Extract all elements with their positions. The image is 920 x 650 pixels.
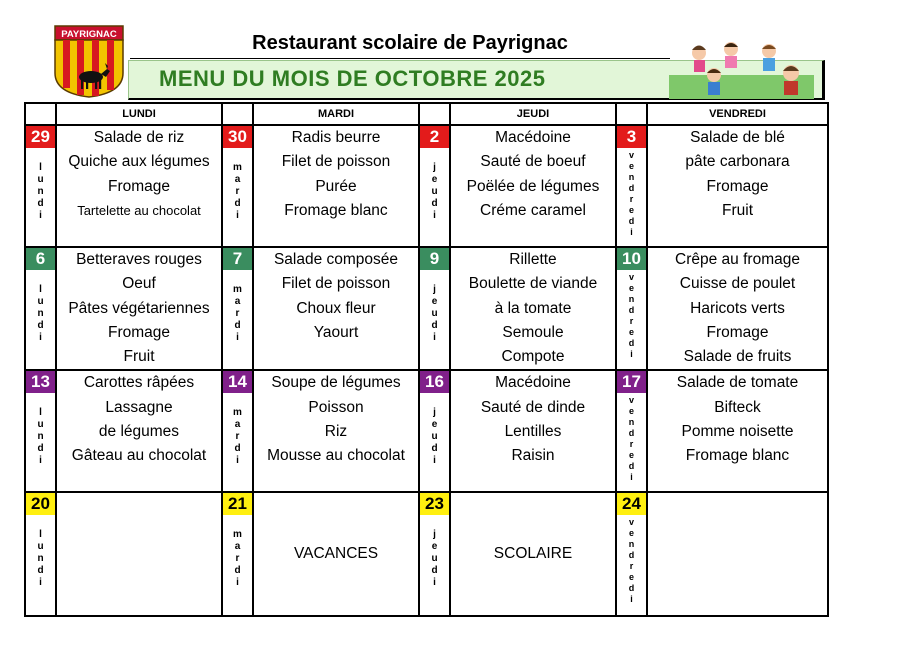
menu-item: Semoule [502, 323, 564, 341]
menu-item: Betteraves rouges [76, 251, 202, 268]
day-abbr: l u n d i [37, 284, 44, 343]
day-number: 3 [617, 126, 646, 148]
menu-item: Choux fleur [296, 299, 376, 317]
week-row [25, 125, 828, 247]
day-cell [25, 125, 56, 247]
day-cell [222, 370, 253, 492]
menu-item: Fromage blanc [685, 447, 790, 465]
menu-cell [253, 370, 419, 492]
header-spacer [222, 103, 253, 125]
day-number: 16 [420, 371, 449, 393]
day-number: 17 [617, 371, 646, 393]
week-row [25, 247, 828, 370]
menu-item: Bifteck [714, 398, 761, 416]
column-header-mardi: MARDI [253, 103, 419, 125]
day-cell [616, 247, 647, 370]
menu-item: Boulette de viande [468, 275, 598, 293]
day-number: 6 [26, 248, 55, 270]
day-abbr: l u n d i [37, 407, 44, 467]
day-cell [419, 370, 450, 492]
day-cell [222, 492, 253, 616]
day-number: 23 [420, 493, 449, 515]
day-number: 14 [223, 371, 252, 393]
day-number: 20 [26, 493, 55, 515]
menu-item: Haricots verts [690, 299, 785, 317]
menu-item: Salade de fruits [683, 348, 792, 366]
menu-item: Poisson [308, 398, 364, 416]
day-abbr: v e n d r e d i [628, 150, 635, 237]
menu-cell [647, 370, 828, 492]
header-spacer [616, 103, 647, 125]
menu-item: Fruit [722, 201, 753, 219]
day-abbr: m a r d i [233, 162, 242, 221]
scolaire-cell: SCOLAIRE [450, 492, 616, 616]
week-row [25, 492, 828, 616]
menu-table [24, 102, 829, 617]
menu-item: Fromage [107, 177, 171, 195]
menu-item: Compote [501, 348, 565, 366]
day-abbr: v e n d r e d i [628, 395, 635, 483]
menu-cell [450, 370, 616, 492]
day-number: 21 [223, 493, 252, 515]
menu-item: à la tomate [494, 299, 572, 317]
day-cell [222, 125, 253, 247]
menu-item: Gâteau au chocolat [71, 447, 207, 465]
menu-item: pâte carbonara [685, 153, 790, 171]
vacances-cell: VACANCES [253, 492, 419, 616]
day-cell [222, 247, 253, 370]
menu-item: Pomme noisette [681, 423, 794, 441]
banner-title: MENU DU MOIS DE OCTOBRE 2025 [159, 66, 546, 91]
menu-item: Sauté de dinde [480, 398, 586, 416]
day-cell [419, 125, 450, 247]
page-title: Restaurant scolaire de Payrignac [252, 32, 568, 54]
day-cell [419, 492, 450, 616]
menu-item: Soupe de légumes [271, 374, 401, 392]
day-abbr: m a r d i [233, 529, 242, 589]
menu-item: Sauté de boeuf [480, 153, 586, 171]
menu-cell [56, 125, 222, 247]
menu-item: Raisin [511, 447, 555, 465]
menu-cell [56, 370, 222, 492]
column-header-vendredi: VENDREDI [647, 103, 828, 125]
menu-item: Fromage blanc [284, 201, 388, 219]
menu-item: Salade de blé [690, 129, 785, 146]
month-banner [128, 60, 825, 100]
menu-item: Poëlée de légumes [466, 177, 600, 195]
menu-item: Pâtes végétariennes [68, 299, 210, 317]
menu-item: Quiche aux légumes [68, 153, 210, 171]
logo-text: PAYRIGNAC [61, 29, 117, 40]
menu-item: Filet de poisson [281, 275, 391, 293]
menu-item: Salade composée [273, 251, 399, 268]
menu-cell [56, 247, 222, 370]
day-cell [616, 492, 647, 616]
day-number: 9 [420, 248, 449, 270]
menu-cell [253, 125, 419, 247]
day-abbr: j e u d i [431, 529, 438, 589]
day-cell [616, 125, 647, 247]
day-cell [25, 492, 56, 616]
menu-item: Rillette [509, 251, 557, 268]
day-number: 24 [617, 493, 646, 515]
day-number: 29 [26, 126, 55, 148]
menu-item: Fruit [123, 348, 155, 366]
header-row [25, 103, 828, 125]
menu-item: Lassagne [105, 398, 173, 416]
column-header-lundi: LUNDI [56, 103, 222, 125]
day-abbr: v e n d r e d i [628, 272, 635, 359]
day-number: 30 [223, 126, 252, 148]
menu-item: Carottes râpées [83, 374, 195, 392]
day-abbr: j e u d i [431, 407, 438, 467]
menu-item: Cuisse de poulet [679, 275, 796, 293]
day-number: 7 [223, 248, 252, 270]
menu-item: de légumes [98, 423, 180, 441]
day-abbr: l u n d i [37, 529, 44, 589]
column-header-jeudi: JEUDI [450, 103, 616, 125]
menu-item: Filet de poisson [281, 153, 391, 171]
menu-item: Macédoine [495, 129, 571, 146]
menu-item: Purée [315, 177, 357, 195]
day-cell [25, 370, 56, 492]
menu-item: Tartelette au chocolat [77, 202, 201, 218]
menu-item: Crêpe au fromage [675, 251, 800, 268]
day-abbr: m a r d i [233, 407, 242, 467]
menu-cell [647, 247, 828, 370]
day-number: 10 [617, 248, 646, 270]
day-abbr: l u n d i [37, 162, 44, 221]
header-spacer [25, 103, 56, 125]
day-abbr: j e u d i [431, 284, 438, 343]
menu-cell [647, 125, 828, 247]
week-row [25, 370, 828, 492]
menu-item: Oeuf [122, 275, 156, 293]
day-number: 13 [26, 371, 55, 393]
menu-cell [647, 492, 828, 616]
menu-cell [450, 247, 616, 370]
title-rule [130, 58, 670, 59]
day-abbr: m a r d i [233, 284, 242, 343]
menu-item: Radis beurre [291, 129, 381, 146]
header-spacer [419, 103, 450, 125]
day-number: 2 [420, 126, 449, 148]
menu-item: Riz [324, 423, 348, 441]
menu-item: Salade de riz [93, 129, 185, 146]
menu-item: Yaourt [313, 323, 359, 341]
day-cell [25, 247, 56, 370]
payrignac-logo [54, 25, 124, 98]
menu-item: Fromage [107, 323, 171, 341]
menu-item: Lentilles [504, 423, 562, 441]
children-illustration [669, 41, 814, 99]
menu-item: Salade de tomate [676, 374, 799, 392]
day-cell [419, 247, 450, 370]
day-cell [616, 370, 647, 492]
menu-cell [253, 247, 419, 370]
menu-item: Mousse au chocolat [267, 447, 405, 465]
day-abbr: v e n d r e d i [628, 517, 635, 605]
menu-item: Créme caramel [480, 201, 586, 219]
menu-item: Macédoine [495, 374, 571, 392]
menu-cell [56, 492, 222, 616]
day-abbr: j e u d i [431, 162, 438, 221]
menu-item: Fromage [706, 177, 769, 195]
menu-cell [450, 125, 616, 247]
menu-item: Fromage [706, 323, 769, 341]
